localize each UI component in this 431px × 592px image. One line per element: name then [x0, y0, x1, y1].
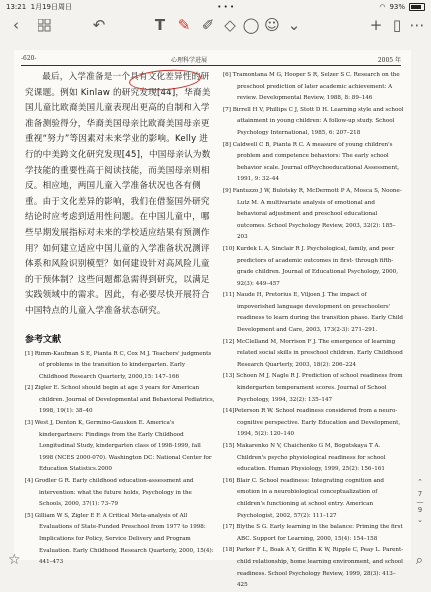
pen-icon[interactable]: ✎: [177, 16, 191, 34]
page-separator: —: [416, 498, 424, 506]
back-button[interactable]: ‹: [13, 16, 19, 34]
reference-item: [10] Kurdek L A, Sinclair R J. Psychological, family, and peer predictors of academic outcomes in first- through fifth-grade children. Journal of Educational Psychology, 2000, 92(3): 449–457: [223, 245, 399, 287]
reference-item: [15] Makarenko N V, Chaichenko G M, Bogutskaya T A. Children's psycho physiological readiness for school education. Human Physiology, 1999, 25(2): 156–161: [223, 443, 386, 473]
lasso-icon[interactable]: ◯: [242, 16, 260, 34]
left-column: [25, 70, 215, 569]
references-right: [223, 70, 405, 592]
page-number: -620-: [21, 55, 37, 62]
references-left: [25, 349, 215, 569]
header-rule: [21, 65, 401, 66]
reference-item: [12] McClelland M, Morrison F J. The emergence of learning related social skills in preschool children. Early Childhood Research Quarterly, 2003, 18(2): 206–224: [223, 338, 403, 368]
reference-item: [5] Gilliam W S, Zigler E F. A Critical Meta-analysis of All Evaluations of State-Funded Preschool from 1977 to 1998: Implications for Policy, Service Delivery and Program Evaluation. Early Childhood Research Quarterly, 2000, 15(4): 441–473: [25, 512, 214, 566]
grid-icon[interactable]: [34, 14, 54, 36]
page-total: 9: [417, 506, 423, 514]
eraser-icon[interactable]: ◇: [224, 16, 236, 34]
reference-item: [13] Schoen M J, Nagle R J. Prediction of school readiness from kindergarten temperament scores. Journal of School Psychology, 1994, 32(2): 135–147: [223, 373, 403, 403]
reference-item: [2] Zigler E. School should begin at age 3 years for American children. Journal of Developmental and Behavioral Pediatrics, 1998, 19(1): 38–40: [25, 385, 215, 415]
page-year: 2005 年: [377, 57, 401, 64]
reference-item: [17] Blythe S G. Early learning in the balance: Priming the first ABC. Support for Learning, 2000, 15(4): 154–158: [223, 524, 403, 542]
add-icon[interactable]: +: [369, 16, 383, 34]
body-paragraph: 最后，入学准备是一个具有文化差异性的研究课题。例如 Kinlaw 的研究发现[44]，华裔美国儿童比欧裔美国儿童表现出更高的自制和入学准备测验得分，华裔美国母亲比欧裔美国母亲更重视“努力”等因素对未来学业的影响。Kelly 进行的中美跨文化研究发现[45]，中国母亲认为数学技能的重要性高于阅读技能，而美国母亲则相反。相应地，两国儿童入学准备状况也各有侧重。由于文化差异的影响，我们在借鉴国外研究结论时应考虑到适用性问题。在中国儿童中，哪些早期发展指标对未来的学校适应结果有预测作用？如何建立适应中国儿童的入学准备状况测评体系和风险识别模型？如何建设针对高风险儿童的干预体制？这些问题都急需得到研究，以满足实践领域中的需求。因此，有必要尽快开展符合中国特点的儿童入学准备状态研究。: [25, 72, 211, 316]
more-tools-icon[interactable]: ⌄: [287, 16, 301, 34]
battery-icon: [409, 3, 425, 11]
ellipsis-icon[interactable]: ⋯: [409, 16, 425, 34]
page-down-icon[interactable]: ⌄: [417, 516, 423, 524]
wifi-icon: ◠: [379, 3, 386, 11]
reference-item: [11] Naude H, Pretorius E, Viljoen J. The impact of impoverished language development on preschoolers' readiness to learn during the transition phase. Early Child Development and Care, 2003, 173(2-3): 271–291.: [223, 292, 403, 334]
reference-item: [8] Caldwell C B, Pianta R C. A measure of young children's problem and competence behaviors: The early school behavior scale. Journal ofPsychoeducational Assessment, 1991, 9: 32–44: [223, 141, 400, 183]
text-icon[interactable]: T: [154, 16, 166, 34]
references-heading: 参考文献: [25, 334, 62, 345]
battery-label: 93%: [389, 3, 405, 11]
status-dots: • • •: [217, 3, 235, 11]
favorite-star-icon[interactable]: ☆: [8, 552, 21, 568]
undo-icon[interactable]: ↶: [92, 16, 106, 34]
search-icon[interactable]: ⌕: [415, 553, 423, 568]
reference-item: [6] Tramontana M G, Hooper S R, Selzer S C. Research on the preschool prediction of later academic achievement: A review. Developmental Review, 1988, 8: 89–146: [223, 72, 400, 102]
reference-item: [14]Peterson R W. School readiness considered from a neuro-cognitive perspective. Early Education and Development, 1994, 5(2): 120–140: [223, 408, 401, 438]
reference-item: [18] Parker F L, Boak A Y, Griffin K W, Ripple C, Peay L. Parent-child relationship, home learning environment, and school readiness. School Psychology Review, 1999, 28(3): 413–425: [223, 547, 404, 589]
reference-item: [9] Fantuzzo J W, Bulotsky R, McDermott P A, Mosca S, Noone-Lutz M. A multivariate analysis of emotional and behavioral adjustment and preschool educational outcomes. School Psychology Review, 2003, 32(2): 185–203: [223, 187, 402, 241]
reference-item: [7] Birrell H V, Phillips C J, Stott D H. Learning style and school attainment in young children: A follow-up study. School Psychology International, 1985, 6: 207–218: [223, 106, 404, 136]
reference-item: [1] Rimm-Kaufman S E, Pianta R C, Cox M J. Teachers' judgments of problems in the transition to kindergarten. Early Childhood Research Quarterly, 2000,15: 147–166: [25, 350, 212, 380]
sticker-icon[interactable]: ☺: [264, 16, 280, 34]
page-current: 7: [417, 490, 423, 498]
page-up-icon[interactable]: ⌃: [417, 478, 423, 486]
reference-item: [16] Blair C. School readiness: Integrating cognition and emotion in a neurobiological conceptualization of children's functioning at school entry. American Psychologist, 2002, 57(2): 111–127: [223, 477, 384, 519]
status-right: [379, 3, 425, 11]
status-time-date: 13:21 1月19日周日: [6, 3, 73, 11]
highlighter-icon[interactable]: ✐: [201, 16, 215, 34]
status-bar: [0, 0, 431, 14]
page-icon[interactable]: ▯: [392, 16, 402, 34]
reference-item: [4] Grodler G R. Early childhood education-assessment and intervention: what the future holds, Psychology in the Schools, 2000, 37(1): 73–79: [25, 478, 194, 508]
journal-title: 心理科学进展: [171, 57, 208, 64]
reference-item: [3] West J, Denton K, Germino-Gausken E. America's kindergartners: Findings from the Early Childhood Longitudinal Study, kindergarten class of 1998-1999, fall 1998 (NCES 2000-070). Washington DC: National Center for Education Statistics.2000: [25, 420, 212, 473]
